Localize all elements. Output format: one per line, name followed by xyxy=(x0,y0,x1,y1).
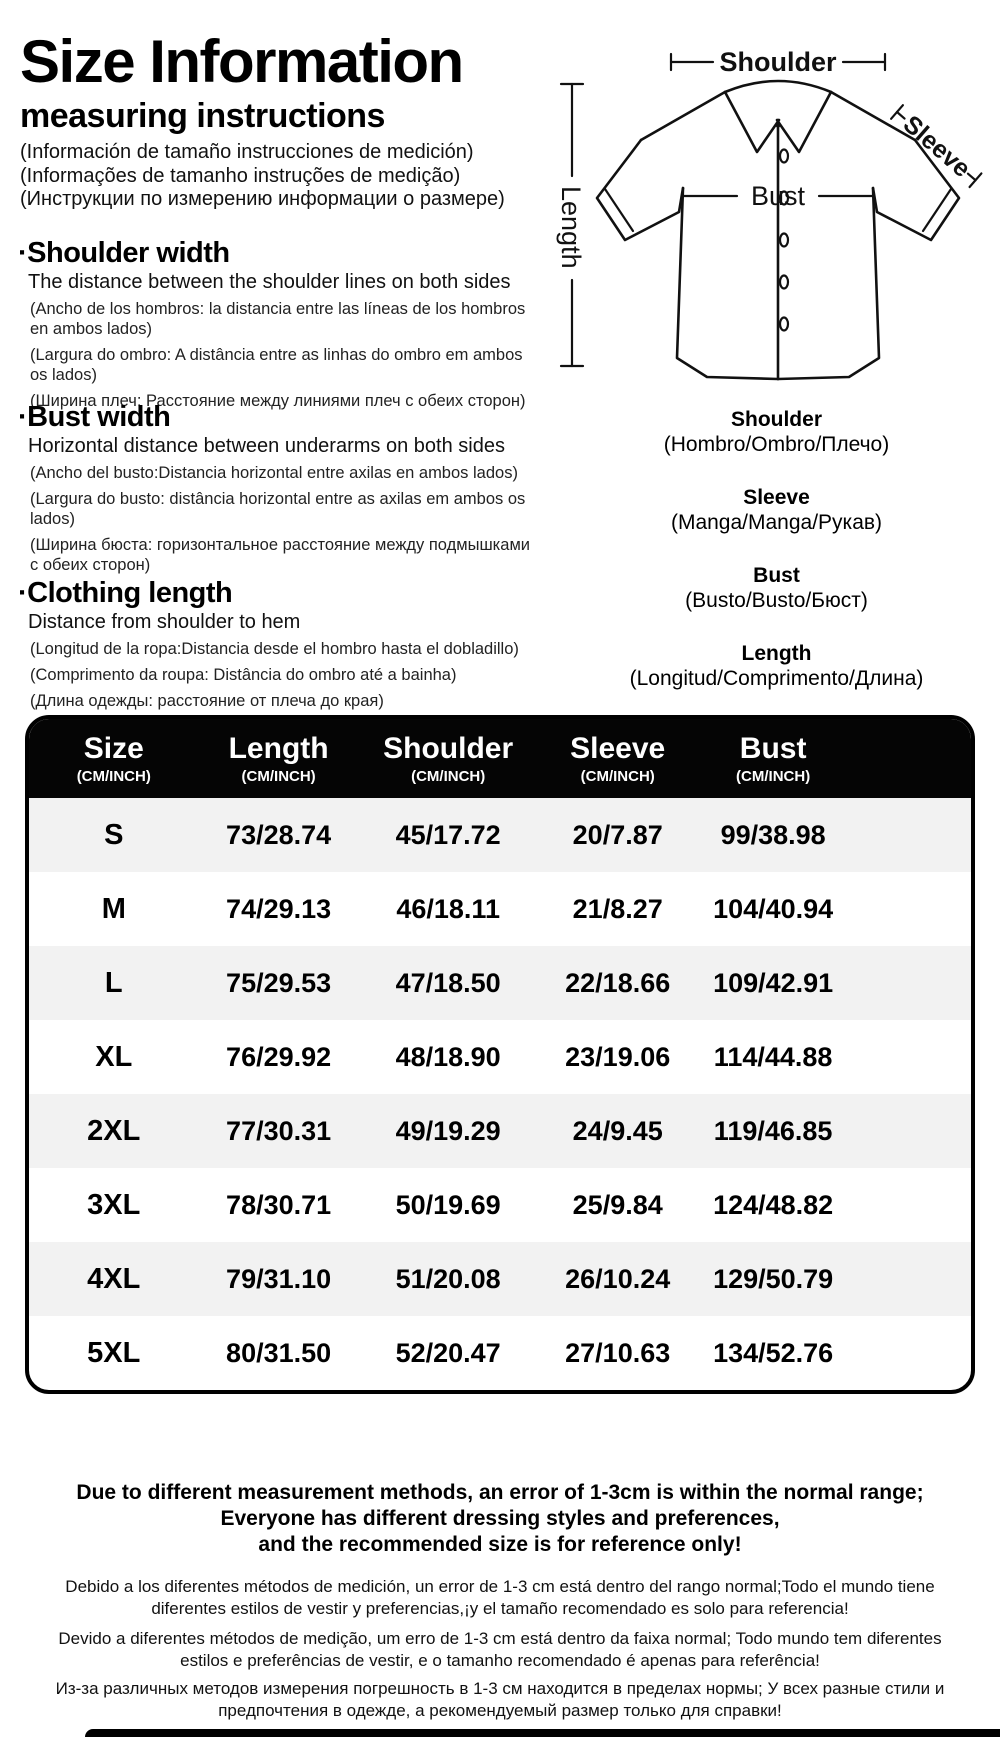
column-label: Sleeve xyxy=(570,731,666,765)
table-row xyxy=(29,1094,971,1168)
legend-translation: (Busto/Busto/Бюст) xyxy=(685,589,868,612)
cell-bust: 124/48.82 xyxy=(713,1189,834,1220)
header-translations xyxy=(20,141,552,212)
diagram-length-label: Length xyxy=(556,186,586,269)
cell-shoulder: 49/19.29 xyxy=(395,1115,501,1146)
cell-size: XL xyxy=(95,1040,133,1073)
table-row xyxy=(29,798,971,872)
cell-sleeve: 27/10.63 xyxy=(565,1337,671,1368)
length-measure-line xyxy=(556,84,586,366)
header-translation-es: (Información de tamaño instrucciones de medición) xyxy=(20,141,474,163)
cell-bust: 104/40.94 xyxy=(713,893,834,924)
cell-bust: 134/52.76 xyxy=(713,1337,834,1368)
legend-item-sleeve xyxy=(553,485,1000,536)
unit-label: (CM/INCH) xyxy=(580,767,655,785)
cell-size: S xyxy=(104,818,124,851)
cell-size: 2XL xyxy=(87,1114,141,1147)
header-translation-pt: (Informações de tamanho instruções de medição) xyxy=(20,164,461,187)
page-subtitle: measuring instructions xyxy=(20,97,385,135)
unit-label: (CM/INCH) xyxy=(76,767,151,785)
cell-size: M xyxy=(101,892,126,925)
footer-en-line1: Due to different measurement methods, an error of 1-3cm is within the normal range; xyxy=(76,1481,924,1504)
cell-length: 80/31.50 xyxy=(226,1337,332,1368)
header-cell-size xyxy=(29,733,199,785)
section-translation-pt: (Largura do busto: distância horizontal entre as axilas em ambos os lados) xyxy=(30,490,526,528)
header-cell-sleeve xyxy=(538,733,698,785)
footer-note-ru: Из-за различных методов измерения погрешность в 1-3 см находится в пределах нормы; У всех разные стили и предпочтения в одежде, а рекомендуемый размер только для справки! xyxy=(55,1679,945,1720)
section-bust-width xyxy=(18,402,542,575)
section-title: ·Shoulder width xyxy=(18,237,230,269)
cell-shoulder: 52/20.47 xyxy=(395,1337,501,1368)
header-cell-bust xyxy=(698,733,849,785)
table-row xyxy=(29,1168,971,1242)
cell-size: L xyxy=(104,966,123,999)
diagram-bust-label: Bust xyxy=(750,181,806,211)
table-row xyxy=(29,1242,971,1316)
section-description: The distance between the shoulder lines on both sides xyxy=(28,271,511,293)
column-label: Shoulder xyxy=(383,731,514,765)
legend-term: Bust xyxy=(753,564,800,587)
cell-bust: 109/42.91 xyxy=(713,967,834,998)
header-translation-ru: (Инструкции по измерению информации о размере) xyxy=(20,188,505,210)
table-row xyxy=(29,1020,971,1094)
unit-label: (CM/INCH) xyxy=(411,767,486,785)
legend-translation: (Longitud/Comprimento/Длина) xyxy=(629,667,924,690)
cell-sleeve: 22/18.66 xyxy=(565,967,671,998)
section-translation-pt: (Largura do ombro: A distância entre as linhas do ombro em ambos os lados) xyxy=(30,346,523,384)
shirt-buttons xyxy=(780,150,788,331)
legend-item-bust xyxy=(553,563,1000,614)
cell-sleeve: 24/9.45 xyxy=(572,1115,663,1146)
section-translation-ru: (Длина одежды: расстояние от плеча до края) xyxy=(30,692,384,710)
cell-length: 76/29.92 xyxy=(226,1041,332,1072)
diagram-column xyxy=(553,28,1000,719)
section-translation-es: (Ancho de los hombros: la distancia entre las líneas de los hombros en ambos lados) xyxy=(30,300,526,338)
section-title: ·Clothing length xyxy=(18,577,233,609)
collar-button xyxy=(775,122,780,127)
cell-bust: 99/38.98 xyxy=(720,819,826,850)
cell-length: 77/30.31 xyxy=(226,1115,332,1146)
cell-shoulder: 51/20.08 xyxy=(395,1263,501,1294)
footer-en-line2: Everyone has different dressing styles and preferences, xyxy=(220,1507,780,1530)
cell-sleeve: 26/10.24 xyxy=(565,1263,671,1294)
footer-en-line3: and the recommended size is for reference only! xyxy=(258,1533,742,1556)
table-row xyxy=(29,1316,971,1390)
bust-measure-line xyxy=(683,181,873,211)
footer-note-pt: Devido a diferentes métodos de medição, um erro de 1-3 cm está dentro da faixa normal; Todo mundo tem diferentes estilos e preferências de vestir, e o tamanho recomendado é apenas para referência! xyxy=(58,1629,942,1670)
size-table xyxy=(25,715,975,1394)
header xyxy=(20,30,552,212)
section-description: Distance from shoulder to hem xyxy=(28,611,301,633)
legend-item-shoulder xyxy=(553,407,1000,458)
diagram-shoulder-label: Shoulder xyxy=(719,47,837,77)
footer-note-es: Debido a los diferentes métodos de medición, un error de 1-3 cm está dentro del rango normal;Todo el mundo tiene diferentes estilos de vestir y preferencias,¡y el tamaño recomendado es solo para referencia! xyxy=(65,1577,935,1618)
cell-length: 75/29.53 xyxy=(226,967,332,998)
diagram-legend xyxy=(553,407,1000,692)
cell-shoulder: 50/19.69 xyxy=(395,1189,501,1220)
table-row xyxy=(29,872,971,946)
cell-bust: 114/44.88 xyxy=(713,1041,833,1072)
diagram-sleeve-label: Sleeve xyxy=(897,109,976,184)
header-cell-length xyxy=(199,733,359,785)
unit-label: (CM/INCH) xyxy=(241,767,316,785)
cell-sleeve: 23/19.06 xyxy=(565,1041,671,1072)
cell-length: 78/30.71 xyxy=(226,1189,332,1220)
unit-label: (CM/INCH) xyxy=(736,767,811,785)
cell-size: 4XL xyxy=(87,1262,141,1295)
legend-translation: (Hombro/Ombro/Плечо) xyxy=(663,433,890,456)
shoulder-measure-line xyxy=(671,47,885,77)
page-title: Size Information xyxy=(20,28,463,95)
cell-size: 5XL xyxy=(87,1336,141,1369)
column-label: Size xyxy=(83,731,144,765)
cell-length: 79/31.10 xyxy=(226,1263,332,1294)
legend-term: Sleeve xyxy=(743,486,810,509)
cell-length: 73/28.74 xyxy=(226,819,332,850)
section-shoulder-width xyxy=(18,238,542,411)
cell-length: 74/29.13 xyxy=(226,893,332,924)
section-translation-ru: (Ширина бюста: горизонтальное расстояние между подмышками с обеих сторон) xyxy=(30,536,531,574)
section-description: Horizontal distance between underarms on both sides xyxy=(28,435,505,457)
section-translation-ru: (Ширина плеч: Расстояние между линиями плеч с обеих сторон) xyxy=(30,392,526,410)
footer-note-en xyxy=(0,1480,1000,1558)
cell-sleeve: 21/8.27 xyxy=(572,893,663,924)
table-header-row xyxy=(29,719,971,798)
cell-sleeve: 25/9.84 xyxy=(572,1189,663,1220)
cell-shoulder: 48/18.90 xyxy=(395,1041,501,1072)
cell-bust: 119/46.85 xyxy=(713,1115,833,1146)
legend-term: Length xyxy=(741,642,812,665)
cell-size: 3XL xyxy=(87,1188,141,1221)
header-cell-shoulder xyxy=(359,733,538,785)
sleeve-measure-line xyxy=(888,101,985,190)
legend-term: Shoulder xyxy=(730,408,822,431)
cell-shoulder: 47/18.50 xyxy=(395,967,501,998)
cell-sleeve: 20/7.87 xyxy=(572,819,663,850)
cell-bust: 129/50.79 xyxy=(713,1263,834,1294)
legend-translation: (Manga/Manga/Рукав) xyxy=(670,511,883,534)
column-label: Length xyxy=(228,731,329,765)
section-translation-pt: (Comprimento da roupa: Distância do ombro até a bainha) xyxy=(30,666,457,684)
section-translation-es: (Longitud de la ropa:Distancia desde el hombro hasta el dobladillo) xyxy=(30,640,519,658)
cell-shoulder: 46/18.11 xyxy=(396,893,500,924)
cell-shoulder: 45/17.72 xyxy=(395,819,501,850)
table-row xyxy=(29,946,971,1020)
section-title: ·Bust width xyxy=(18,401,171,433)
column-label: Bust xyxy=(739,731,807,765)
section-translation-es: (Ancho del busto:Distancia horizontal entre axilas en ambos lados) xyxy=(30,464,518,482)
bottom-cutoff-bar xyxy=(85,1729,1000,1737)
section-clothing-length xyxy=(18,578,542,711)
legend-item-length xyxy=(553,641,1000,692)
shirt-diagram xyxy=(553,28,1000,400)
